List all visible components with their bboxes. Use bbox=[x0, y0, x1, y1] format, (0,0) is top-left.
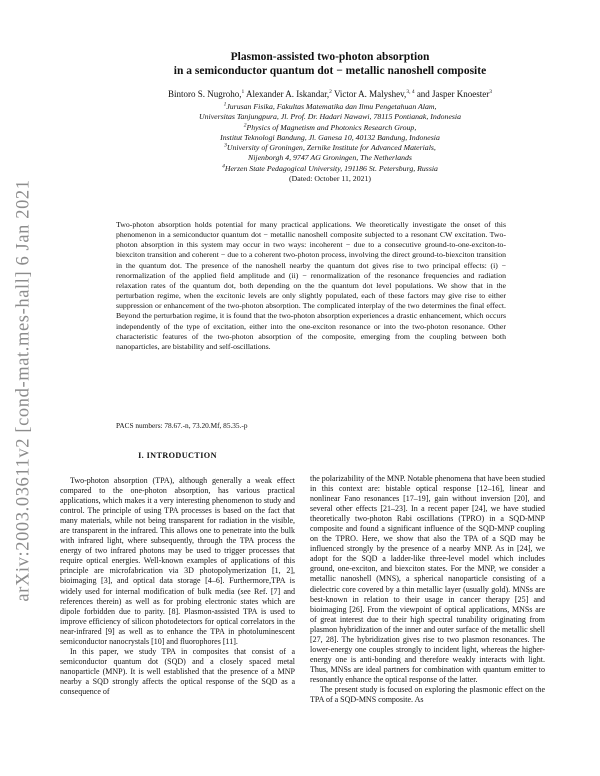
author-4: and Jasper Knoester bbox=[416, 89, 490, 99]
affiliation-1-line-1: $^1$Jurusan Fisika, Fakultas Matematika dan Ilmu Pengetahuan Alam, bbox=[223, 101, 437, 111]
author-4-affil: 3 bbox=[489, 89, 493, 95]
affiliation-2-line-1: $^2$Physics of Magnetism and Photonics Research Group, bbox=[243, 122, 417, 132]
affiliation-4-line-1: $^4$Herzen State Pedagogical University, 191186 St. Petersburg, Russia bbox=[222, 163, 438, 173]
author-3-affil: 3, 4 bbox=[406, 89, 415, 95]
paper-title bbox=[60, 50, 600, 78]
author-2-affil: 2 bbox=[329, 89, 332, 95]
affiliation-3-line-1: $^3$University of Groningen, Zernike Institute for Advanced Materials, bbox=[224, 142, 436, 153]
paragraph: Two-photon absorption (TPA), although generally a weak effect compared to the one-photon absorption, has various practical applications, which makes it a very interesting phenomenon to study and control. The principle of using TPA processes is based on the fact that many materials, while not being transparent for radiation in the visible, are transparent in the infrared. This allows one to penetrate into the bulk with infrared light, where subsequently, through the TPA process the energy of two infrared photons may be used to trigger processes that require optical energies. Well-known examples of applications of this principle are microfabrication via 3D photopolymerization [1, 2], bioimaging [3], and optical data storage [4–6]. Furthermore,TPA is widely used for internal modification of bulk media (see Ref. [7] and references therein) as well as for probing electronic states which are dipole forbidden due to parity. [8]. Plasmon-assisted TPA is used to improve efficiency of silicon photodetectors for optical correlators in the near-infrared [9] as well as to enhance the TPA in photoluminescent semiconductor nanocrystals [10] and fluorophores [11]. bbox=[60, 476, 295, 646]
dated-line: (Dated: October 11, 2021) bbox=[289, 174, 371, 184]
left-column-body bbox=[60, 476, 295, 697]
abstract: Two-photon absorption holds potential for many practical applications. We theoretically investigate the onset of this phenomenon in a semiconductor quantum dot − metallic nanoshell composite subjected to a resonant CW excitation. Two-photon absorption in this system may occur in two ways: incoherent − due to a consecutive ground-to-one-exciton-to-biexciton transition and coherent − due to a coherent two-photon process, involving the direct ground-to-biexciton transition in the quantum dot. The presence of the nanoshell nearby the quantum dot gives rise to two principal effects: (i) − renormalization of the applied field amplitude and (ii) − renormalization of the resonance frequencies and radiation relaxation rates of the quantum dot, both depending on the the quantum dot level populations. We show that in the perturbation regime, when the excitonic levels are only slightly populated, each of these factors may give rise to either suppression or enhancement of the two-photon absorption. The complicated interplay of the two determines the final effect. Beyond the perturbation regime, it is found that the two-photon absorption experiences a drastic enhancement, which occurs independently of the type of excitation, either into the one-exciton resonance or into the two-photon resonance. Other characteristic features of the two-photon absorption of the composite, emerging from the coupling between both nanoparticles, are bistability and self-oscillations. bbox=[116, 220, 506, 351]
author-1: Bintoro S. Nugroho, bbox=[167, 89, 242, 99]
paragraph: In this paper, we study TPA in composites that consist of a semiconductor quantum dot (SQD) and a closely spaced metal nanoparticle (MNP). It is well established that the presence of a MNP nearby a SQD strongly affects the optical response of the SQD as a consequence of bbox=[60, 646, 295, 696]
right-column-body bbox=[310, 474, 545, 705]
title-line-1: Plasmon-assisted two-photon absorption bbox=[230, 51, 430, 63]
affiliation-block bbox=[70, 102, 590, 184]
section-heading-introduction: I. INTRODUCTION bbox=[138, 451, 217, 460]
affiliation-3-line-2: Nijenborgh 4, 9747 AG Groningen, The Netherlands bbox=[248, 153, 412, 163]
paragraph: The present study is focused on exploring the plasmonic effect on the TPA of a SQD-MNS composite. As bbox=[310, 684, 545, 705]
paragraph: the polarizability of the MNP. Notable phenomena that have been studied in this context are: bistable optical response [12–16], linear and nonlinear Fano resonances [17–19], gain without inversion [20], and several other effects [21–23]. In a recent paper [24], we have studied theoretically two-photon Rabi oscillations (TPRO) in a SQD-MNP composite and found a significant influence of the SQD-MNP coupling on the TPRO. Here, we show that also the TPA of a SQD may be influenced strongly by the presence of a nearby MNP. As in [24], we adopt for the SQD a ladder-like three-level model which includes ground, one-exciton, and biexciton states. For the MNP, we consider a metallic nanoshell (MNS), a spherical nanoparticle consisting of a dielectric core covered by a thin metallic layer (usually gold). MNSs are best-known in relation to their usage in cancer therapy [25] and bioimaging [26]. From the viewpoint of optical applications, MNSs are of great interest due to their high spectral tunability originating from plasmon hybridization of the inner and outer surface of the metallic shell [27, 28]. The hybridization gives rise to two plasmon resonances. The lower-energy one couples strongly to incident light, whereas the higher-energy one is anti-bonding and therefore weakly interacts with light. Thus, MNSs are ideal partners for combination with quantum emitter to resonantly enhance the optical response of the latter. bbox=[310, 474, 545, 684]
author-2: Alexander A. Iskandar, bbox=[245, 89, 330, 99]
author-1-affil: 1 bbox=[241, 89, 245, 95]
affiliation-1-line-2: Universitas Tanjungpura, Jl. Prof. Dr. Hadari Nawawi, 78115 Pontianak, Indonesia bbox=[199, 112, 461, 122]
pacs-numbers: PACS numbers: 78.67.-n, 73.20.Mf, 85.35.-p bbox=[116, 421, 248, 430]
affiliation-2-line-2: Institut Teknologi Bandung, Jl. Ganesa 10, 40132 Bandung, Indonesia bbox=[220, 132, 440, 142]
author-3: Victor A. Malyshev, bbox=[333, 89, 407, 99]
author-list bbox=[60, 89, 600, 100]
arxiv-identifier-stamp bbox=[4, 150, 44, 630]
arxiv-stamp-text: arXiv:2003.03611v2 [cond-mat.mes-hall] 6 Jan 2021 bbox=[13, 178, 34, 602]
title-line-2: in a semiconductor quantum dot − metallic nanoshell composite bbox=[173, 65, 487, 77]
